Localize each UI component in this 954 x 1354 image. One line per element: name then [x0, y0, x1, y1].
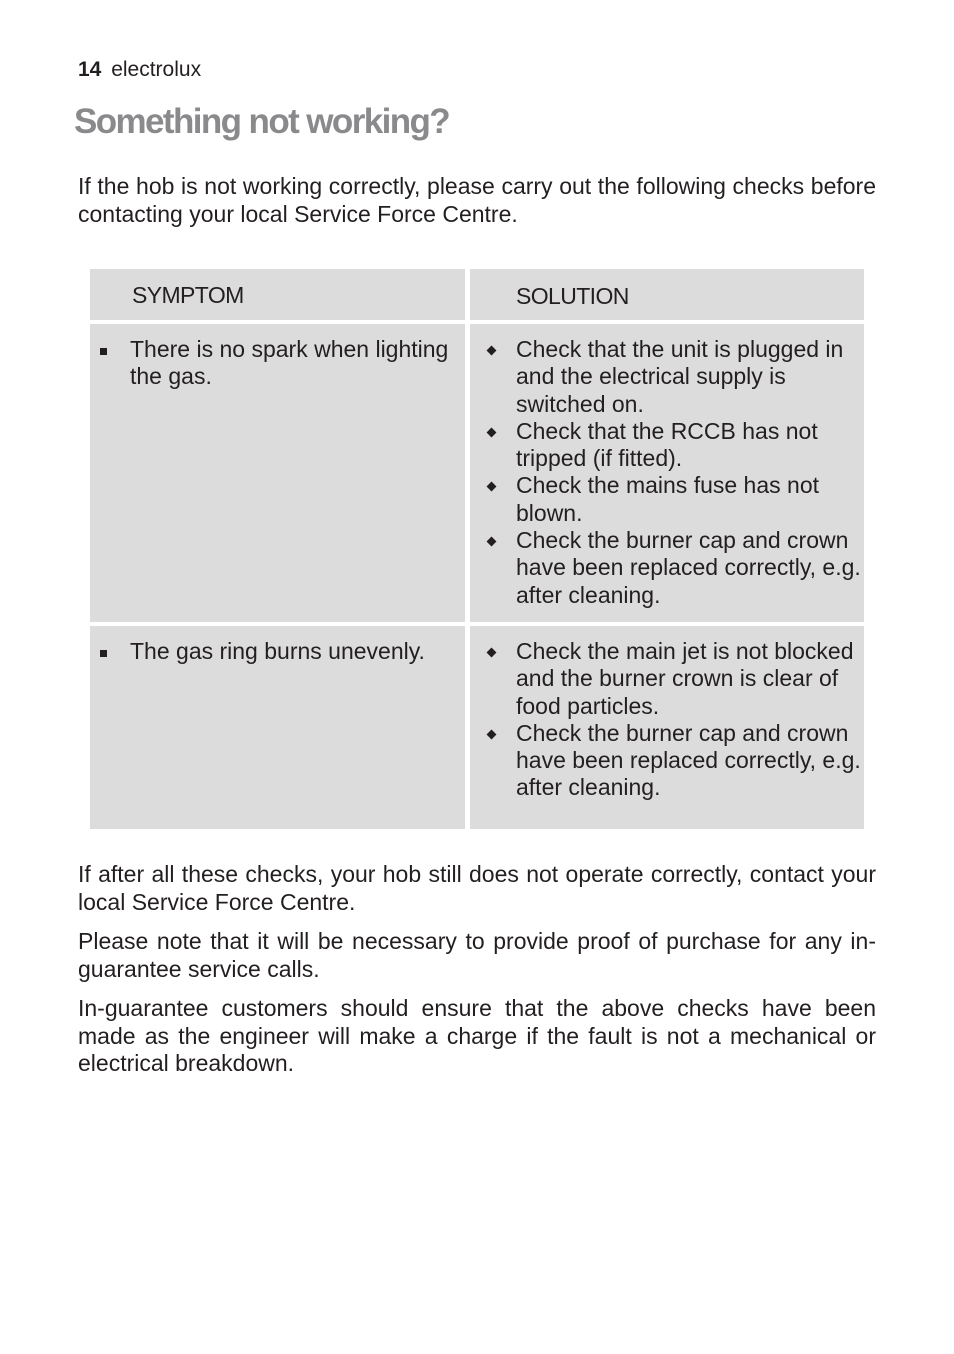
solution-item	[470, 720, 866, 802]
solution-header-cell	[470, 269, 864, 320]
solution-item	[470, 418, 866, 473]
solution-item	[470, 527, 866, 609]
solution-text: Check the mains fuse has not blown.	[516, 472, 819, 526]
brand-name: electrolux	[111, 58, 202, 81]
symptom-cell	[90, 626, 465, 829]
solution-list	[470, 336, 866, 609]
diamond-bullet-icon	[487, 537, 497, 547]
solution-text: Check that the RCCB has not tripped (if fitted).	[516, 417, 818, 472]
solution-item	[470, 638, 866, 720]
closing-paragraph: Please note that it will be necessary to provide proof of purchase for any in-guarantee service calls.	[78, 928, 876, 982]
diamond-bullet-icon	[487, 346, 497, 356]
closing-paragraph: In-guarantee customers should ensure that the above checks have been made as the engineer will make a charge if the fault is not a mechanical or electrical breakdown.	[78, 995, 876, 1076]
symptom-text: The gas ring burns unevenly.	[130, 638, 425, 664]
solution-header: SOLUTION	[516, 283, 629, 309]
solution-cell	[470, 626, 864, 829]
solution-item	[470, 336, 866, 418]
solution-text: Check the burner cap and crown have been replaced correctly, e.g. after cleaning.	[516, 719, 861, 801]
diamond-bullet-icon	[487, 482, 497, 492]
symptom-item	[130, 336, 460, 391]
symptom-header-cell	[90, 269, 465, 320]
solution-text: Check the main jet is not blocked and the burner crown is clear of food particles.	[516, 638, 854, 719]
diamond-bullet-icon	[487, 729, 497, 739]
symptom-header: SYMPTOM	[132, 282, 244, 308]
solution-list	[470, 638, 866, 802]
solution-text: Check that the unit is plugged in and the electrical supply is switched on.	[516, 336, 844, 417]
intro-paragraph: If the hob is not working correctly, please carry out the following checks before contacting your local Service Force Centre.	[78, 173, 876, 227]
page-header	[78, 57, 201, 83]
symptom-item	[130, 638, 460, 665]
diamond-bullet-icon	[487, 427, 497, 437]
symptom-text: There is no spark when lighting the gas.	[130, 336, 449, 390]
page-number: 14	[78, 58, 102, 81]
page-title: Something not working?	[74, 102, 450, 141]
square-bullet-icon	[100, 650, 107, 657]
solution-text: Check the burner cap and crown have been replaced correctly, e.g. after cleaning.	[516, 527, 861, 608]
solution-item	[470, 472, 866, 527]
solution-cell	[470, 324, 864, 622]
diamond-bullet-icon	[487, 648, 497, 658]
symptom-cell	[90, 324, 465, 622]
square-bullet-icon	[100, 348, 107, 355]
closing-paragraph: If after all these checks, your hob still does not operate correctly, contact your local Service Force Centre.	[78, 861, 876, 915]
